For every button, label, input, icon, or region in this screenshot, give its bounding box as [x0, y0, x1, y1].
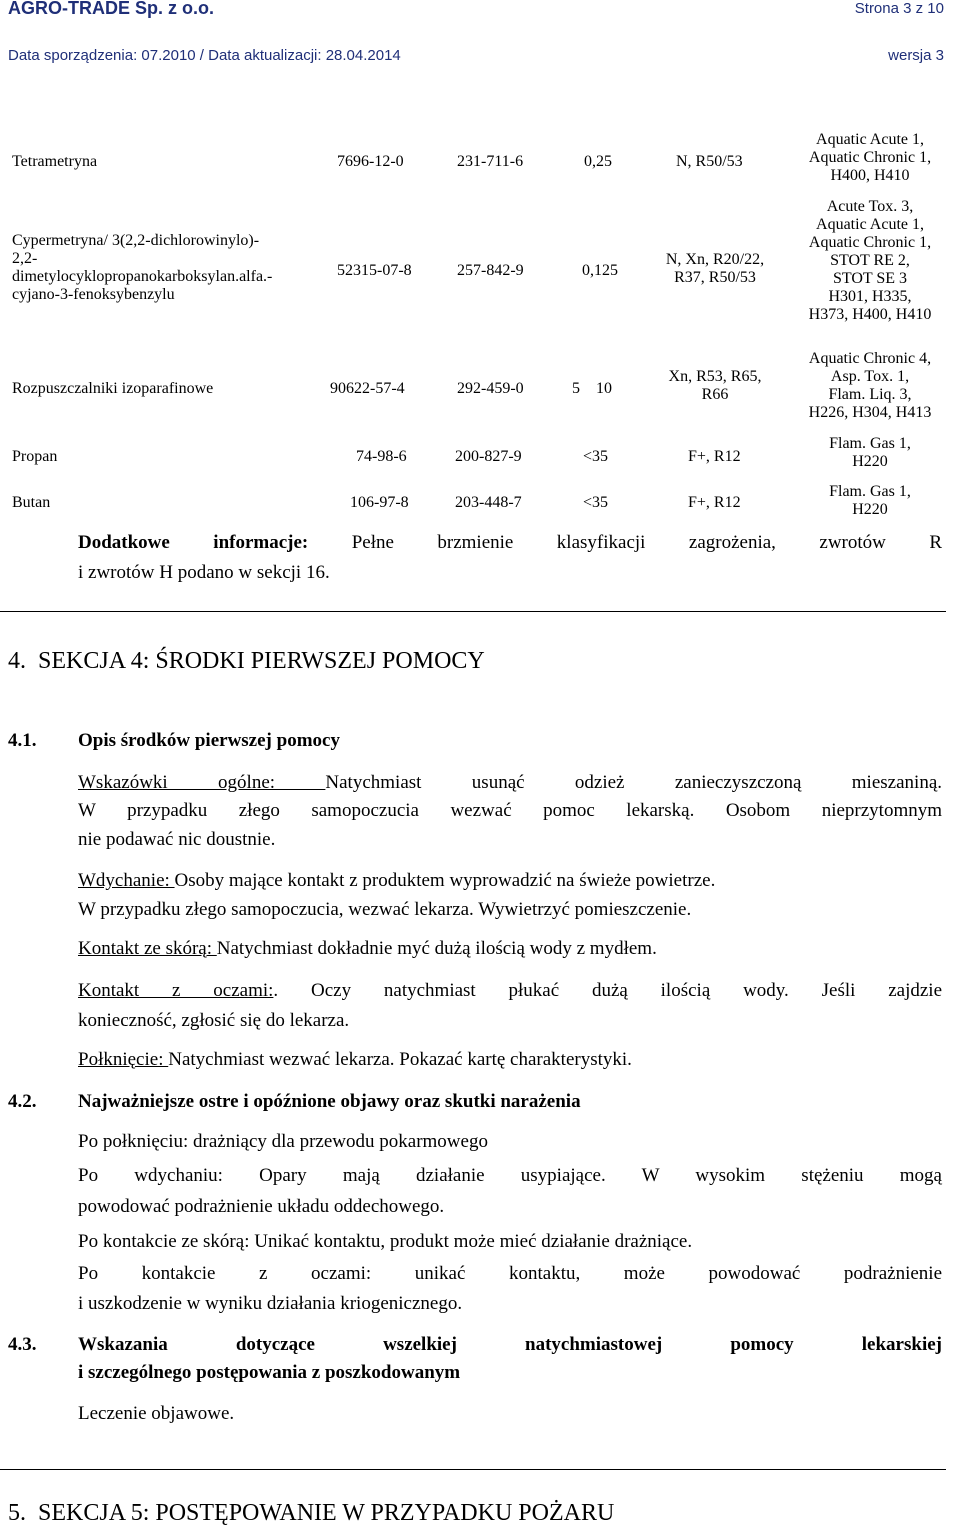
classification: [640, 368, 790, 404]
clp-classification: [790, 131, 950, 185]
general-advice-line2: W przypadku złego samopoczucia wezwać pomoc lekarską. Osobom nieprzytomnym: [78, 800, 942, 821]
component-name: Rozpuszczalniki izoparafinowe: [12, 380, 214, 397]
symptoms-eyes: Po kontakcie z oczami: unikać kontaktu, może powodować podrażnienie: [78, 1263, 942, 1284]
concentration: 0,125: [582, 262, 618, 279]
section-divider: [0, 611, 946, 612]
inhalation-label: Wdychanie:: [78, 870, 175, 891]
symptoms-skin: Po kontakcie ze skórą: Unikać kontaktu, produkt może mieć działanie drażniące.: [78, 1231, 693, 1252]
page-number: Strona 3 z 10: [854, 0, 944, 17]
clp-line: Flam. Gas 1,: [829, 483, 911, 500]
clp-line: Aquatic Acute 1,: [816, 216, 924, 233]
clp-line: Flam. Liq. 3,: [828, 386, 912, 403]
symptoms-inhalation: Po wdychaniu: Opary mają działanie usypiające. W wysokim stężeniu mogą: [78, 1165, 942, 1186]
clp-classification: [790, 435, 950, 471]
eye-contact-line2: konieczność, zgłosić się do lekarza.: [78, 1010, 350, 1031]
ec-number: 257-842-9: [457, 262, 524, 279]
symptoms-ingestion: Po połknięciu: drażniący dla przewodu pokarmowego: [78, 1131, 488, 1152]
concentration: <35: [583, 494, 609, 511]
subsection-4-3-number: 4.3.: [8, 1334, 37, 1355]
clp-classification: [790, 483, 950, 519]
name-line: 2,2-: [12, 250, 38, 267]
clp-line: Aquatic Chronic 4,: [808, 350, 932, 367]
additional-info: [78, 528, 942, 557]
medical-treatment: Leczenie objawowe.: [78, 1403, 235, 1424]
cas-number: 106-97-8: [350, 494, 409, 511]
classification: N, R50/53: [676, 153, 743, 170]
section-divider: [0, 1469, 946, 1470]
subsection-4-3-title: Wskazania dotyczące wszelkiej natychmiastowej pomocy lekarskiej: [78, 1334, 942, 1355]
clp-line: Flam. Gas 1,: [829, 435, 911, 452]
clp-line: H226, H304, H413: [808, 404, 932, 421]
cas-number: 52315-07-8: [337, 262, 412, 279]
name-line: Cypermetryna/ 3(2,2-dichlorowinylo)-: [12, 232, 260, 249]
additional-info-label: Dodatkowe informacje:: [78, 532, 309, 553]
classification: [640, 251, 790, 287]
component-name: Tetrametryna: [12, 153, 98, 170]
skin-contact: [78, 934, 657, 963]
class-line: R66: [701, 386, 729, 403]
subsection-4-2-title: Najważniejsze ostre i opóźnione objawy oraz skutki narażenia: [78, 1091, 581, 1112]
clp-line: Aquatic Chronic 1,: [808, 234, 932, 251]
ec-number: 292-459-0: [457, 380, 524, 397]
general-advice-line3: nie podawać nic doustnie.: [78, 829, 276, 850]
subsection-4-1-number: 4.1.: [8, 730, 37, 751]
concentration: 5 10: [572, 380, 612, 397]
section-5-title: 5. SEKCJA 5: POSTĘPOWANIE W PRZYPADKU POŻARU: [8, 1500, 615, 1526]
ec-number: 200-827-9: [455, 448, 522, 465]
clp-classification: [790, 350, 950, 422]
symptoms-eyes-line2: i uszkodzenie w wyniku działania kriogenicznego.: [78, 1293, 463, 1314]
document-dates: Data sporządzenia: 07.2010 / Data aktualizacji: 28.04.2014: [8, 47, 401, 64]
section-4-title: 4. SEKCJA 4: ŚRODKI PIERWSZEJ POMOCY: [8, 648, 485, 674]
clp-line: STOT SE 3: [832, 270, 908, 287]
clp-line: H220: [852, 501, 888, 518]
cas-number: 90622-57-4: [330, 380, 405, 397]
clp-line: H373, H400, H410: [808, 306, 932, 323]
inhalation-text: Osoby mające kontakt z produktem wyprowadzić na świeże powietrze.: [174, 870, 716, 891]
additional-info-text: Pełne brzmienie klasyfikacji zagrożenia, zwrotów R: [351, 532, 942, 553]
concentration: 0,25: [584, 153, 612, 170]
concentration: <35: [583, 448, 609, 465]
general-advice: [78, 768, 942, 797]
cas-number: 7696-12-0: [337, 153, 404, 170]
document-version: wersja 3: [888, 47, 944, 64]
clp-line: H220: [852, 453, 888, 470]
ingestion-text: Natychmiast wezwać lekarza. Pokazać kartę charakterystyki.: [168, 1049, 632, 1070]
eye-contact: [78, 976, 942, 1005]
general-advice-text: Natychmiast usunąć odzież zanieczyszczoną mieszaniną.: [325, 772, 942, 793]
skin-contact-text: Natychmiast dokładnie myć dużą ilością wody z mydłem.: [216, 938, 657, 959]
ec-number: 203-448-7: [455, 494, 522, 511]
classification: F+, R12: [688, 448, 741, 465]
component-name: [12, 232, 312, 304]
clp-line: Aquatic Acute 1,: [816, 131, 924, 148]
component-name: Propan: [12, 448, 58, 465]
class-line: R37, R50/53: [674, 269, 756, 286]
subsection-4-2-number: 4.2.: [8, 1091, 37, 1112]
section-5-heading: [8, 1498, 614, 1528]
name-line: cyjano-3-fenoksybenzylu: [12, 286, 175, 303]
ingestion-label: Połknięcie:: [78, 1049, 169, 1070]
inhalation: [78, 866, 715, 895]
subsection-4-1-title: Opis środków pierwszej pomocy: [78, 730, 340, 751]
ec-number: 231-711-6: [457, 153, 524, 170]
clp-line: Acute Tox. 3,: [826, 198, 914, 215]
cas-number: 74-98-6: [356, 448, 407, 465]
class-line: Xn, R53, R65,: [668, 368, 762, 385]
clp-classification: [790, 198, 950, 324]
clp-line: Asp. Tox. 1,: [830, 368, 910, 385]
name-line: dimetylocyklopropanokarboksylan.alfa.-: [12, 268, 273, 285]
clp-line: H301, H335,: [828, 288, 912, 305]
clp-line: STOT RE 2,: [830, 252, 910, 269]
eye-contact-label: Kontakt z oczami:: [78, 980, 274, 1001]
company-name: AGRO-TRADE Sp. z o.o.: [8, 0, 214, 18]
class-line: N, Xn, R20/22,: [665, 251, 765, 268]
component-name: Butan: [12, 494, 51, 511]
eye-contact-text: . Oczy natychmiast płukać dużą ilością wody. Jeśli zajdzie: [273, 980, 943, 1001]
clp-line: H400, H410: [830, 167, 910, 184]
symptoms-inhalation-line2: powodować podrażnienie układu oddechowego.: [78, 1196, 445, 1217]
ingestion: [78, 1045, 632, 1074]
general-advice-label: Wskazówki ogólne:: [78, 772, 326, 793]
subsection-4-3-title-line2: i szczególnego postępowania z poszkodowanym: [78, 1362, 461, 1383]
inhalation-line2: W przypadku złego samopoczucia, wezwać lekarza. Wywietrzyć pomieszczenie.: [78, 899, 692, 920]
classification: F+, R12: [688, 494, 741, 511]
skin-contact-label: Kontakt ze skórą:: [78, 938, 217, 959]
clp-line: Aquatic Chronic 1,: [808, 149, 932, 166]
section-4-heading: [8, 646, 485, 676]
additional-info-cont: i zwrotów H podano w sekcji 16.: [78, 562, 330, 583]
